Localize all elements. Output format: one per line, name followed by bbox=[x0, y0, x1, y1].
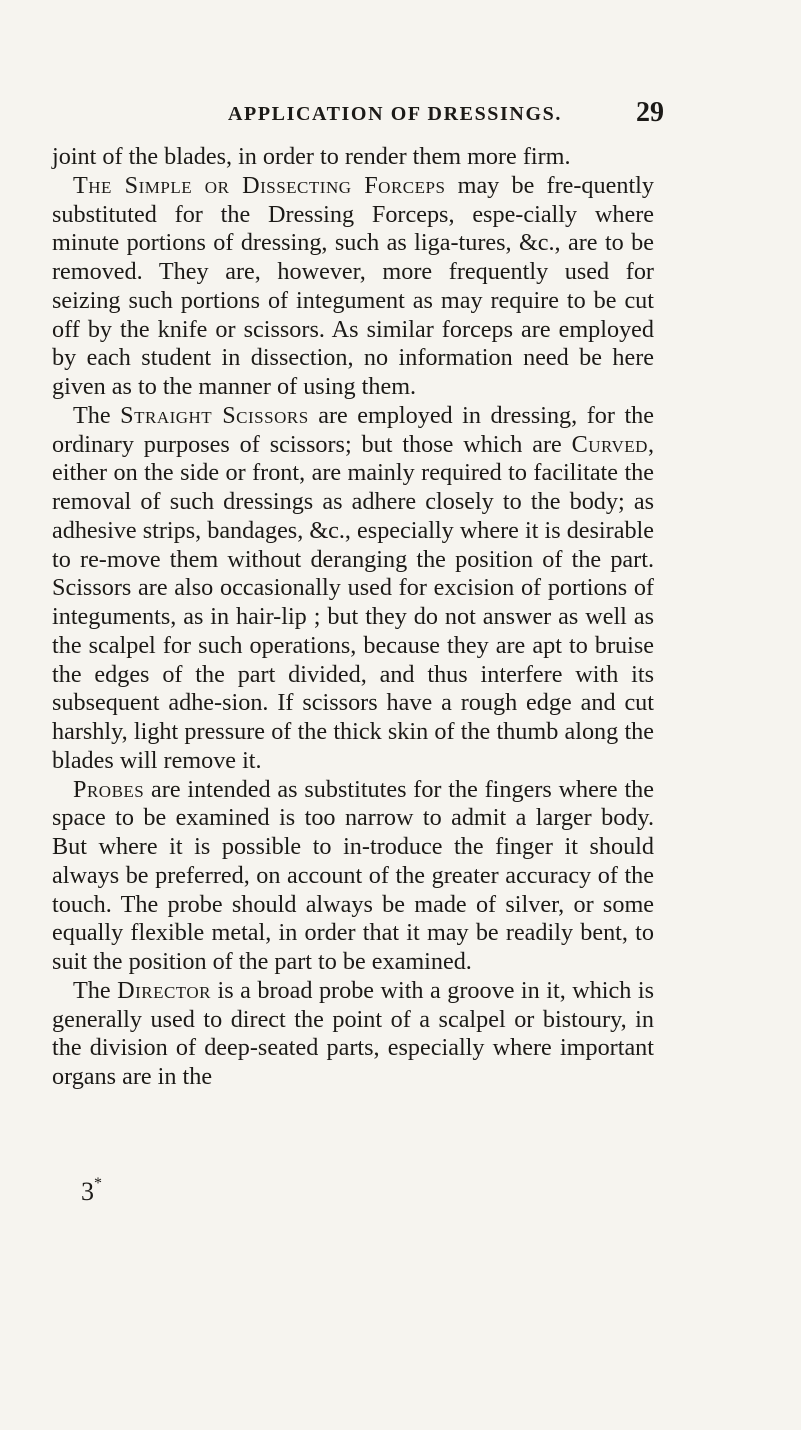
term-probes: Probes bbox=[73, 775, 145, 803]
running-head bbox=[228, 95, 664, 131]
paragraph bbox=[52, 172, 654, 402]
term-director: Director bbox=[117, 976, 211, 1004]
signature-number: 3 bbox=[81, 1177, 94, 1206]
body-text bbox=[52, 143, 654, 1092]
term-simple-forceps: The Simple or Dissecting Forceps bbox=[73, 171, 446, 199]
paragraph-text: joint of the blades, in order to render them more firm. bbox=[52, 143, 571, 170]
paragraph bbox=[52, 143, 654, 172]
paragraph-text: are employed in dressing, for the ordinary purposes of scissors; but those which are bbox=[52, 401, 655, 458]
signature-asterisk: * bbox=[94, 1175, 102, 1192]
paragraph-text: may be fre-quently substituted for the Dressing Forceps, espe-cially where minute portions of dressing, such as liga-tures, &c., are to be removed. They are, however, more frequently used for seizing such portions of integument as may require to be cut off by the knife or scissors. As similar forceps are employed by each student in dissection, no information need be here given as to the manner of using them. bbox=[52, 171, 654, 400]
paragraph-text: are intended as substitutes for the fingers where the space to be examined is too narrow to admit a larger body. But where it is possible to in-troduce the finger it should always be preferred, on account of the greater accuracy of the touch. The probe should always be made of silver, or some equally flexible metal, in order that it may be readily bent, to suit the position of the part to be examined. bbox=[52, 775, 654, 975]
paragraph-text: , either on the side or front, are mainly required to facilitate the removal of such dressings as adhere closely to the body; as adhesive strips, bandages, &c., especially where it is desirable to re-move them without deranging the position of the part. Scissors are also occasionally used for excision of portions of integuments, as in hair-lip ; but they do not answer as well as the scalpel for such operations, because they are apt to bruise the edges of the part divided, and thus interfere with its subsequent adhe-sion. If scissors have a rough edge and cut harshly, light pressure of the thick skin of the thumb along the blades will remove it. bbox=[52, 430, 654, 774]
term-curved: Curved bbox=[571, 430, 648, 458]
paragraph bbox=[52, 977, 654, 1092]
paragraph-text: The bbox=[73, 401, 121, 429]
paragraph bbox=[52, 402, 654, 776]
paragraph-text: is a broad probe with a groove in it, which is generally used to direct the point of a scalpel or bistoury, in the division of deep-seated parts, especially where important organs are in the bbox=[52, 976, 654, 1090]
paragraph-text: The bbox=[73, 976, 118, 1004]
signature-mark bbox=[81, 1177, 102, 1207]
term-straight-scissors: Straight Scissors bbox=[120, 401, 309, 429]
running-head-title: APPLICATION OF DRESSINGS. bbox=[228, 103, 562, 125]
paragraph bbox=[52, 776, 654, 977]
page-number: 29 bbox=[636, 97, 664, 128]
